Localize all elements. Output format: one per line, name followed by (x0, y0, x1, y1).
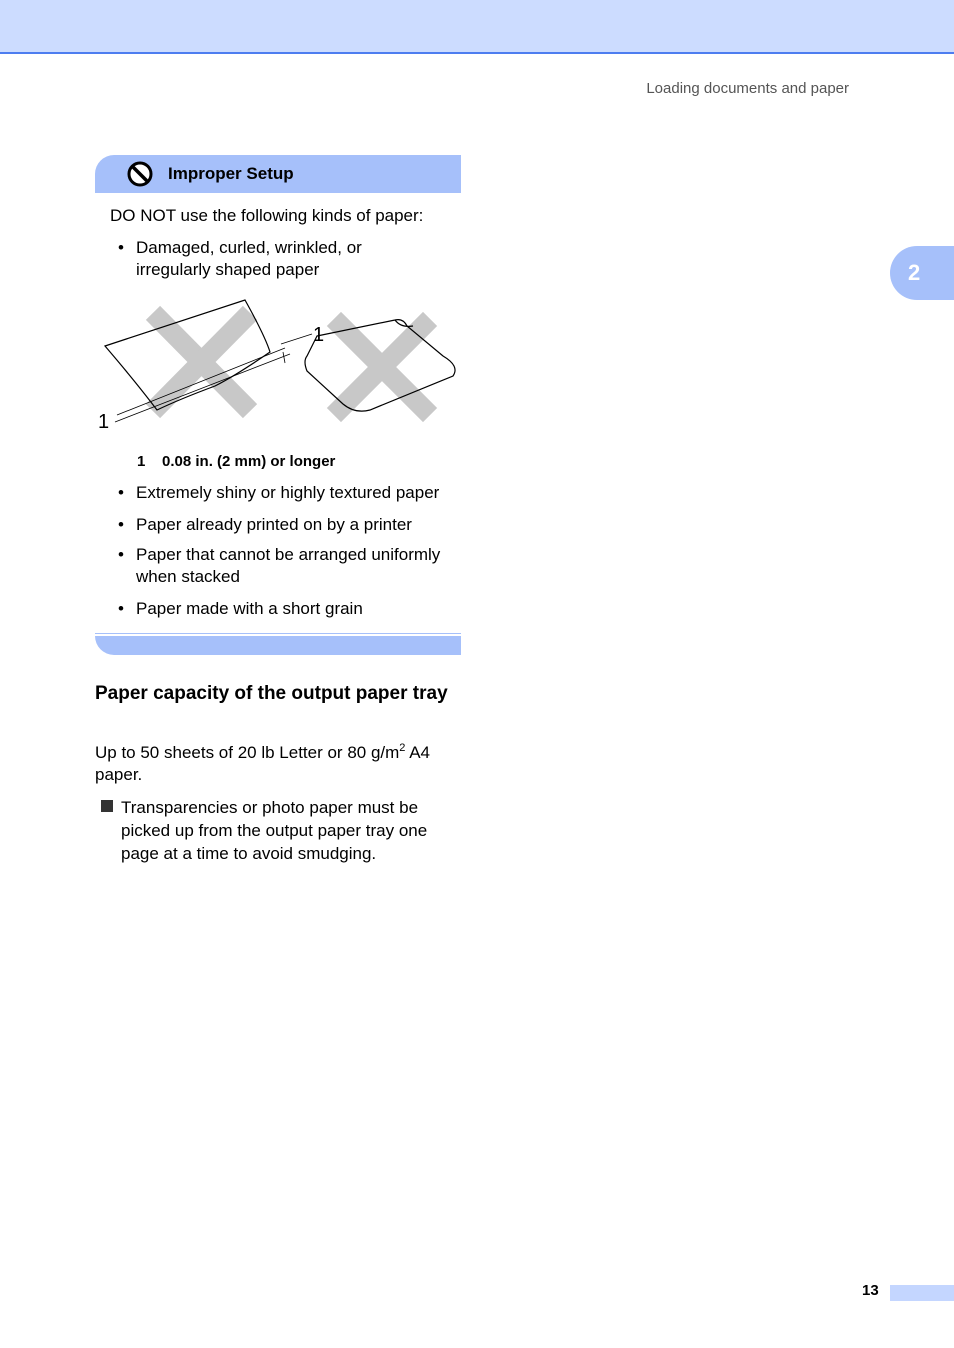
legend-text: 0.08 in. (2 mm) or longer (162, 453, 336, 470)
capacity-paragraph (95, 742, 465, 786)
page-number-tab (890, 1285, 954, 1301)
top-header-band (0, 0, 954, 54)
caution-box-divider (95, 633, 461, 634)
list-item-text: Paper made with a short grain (136, 599, 363, 618)
crossed-out-paper-figure (95, 296, 465, 436)
bullet-dot: • (118, 545, 124, 564)
list-item-text: when stacked (136, 567, 240, 586)
list-item-text: irregularly shaped paper (136, 260, 320, 279)
list-item-text: Damaged, curled, wrinkled, or (136, 238, 362, 257)
bullet-dot: • (118, 515, 124, 534)
capacity-text-start: Up to 50 sheets of 20 lb Letter or 80 g/m (95, 743, 400, 762)
caution-box-header (95, 155, 461, 193)
prohibited-icon (127, 161, 153, 187)
section-heading: Paper capacity of the output paper tray (95, 683, 448, 704)
superscript: 2 (399, 742, 406, 754)
square-bullet-icon (101, 800, 113, 812)
legend-number: 1 (137, 453, 146, 470)
chapter-number: 2 (908, 260, 921, 285)
chapter-tab (890, 246, 954, 300)
running-header: Loading documents and paper (646, 80, 849, 97)
list-item-text: Paper that cannot be arranged uniformly (136, 545, 441, 564)
callout-right: 1 (313, 324, 325, 346)
bullet-dot: • (118, 599, 124, 618)
bullet-dot: • (118, 238, 124, 257)
note-text: Transparencies or photo paper must be picked up from the output paper tray one page at a time to avoid smudging. (121, 798, 428, 863)
callout-left: 1 (98, 411, 110, 433)
list-item-text: Extremely shiny or highly textured paper (136, 483, 440, 502)
page-number: 13 (862, 1282, 879, 1299)
caution-box-footer (95, 636, 461, 655)
bullet-dot: • (118, 483, 124, 502)
list-item-text: Paper already printed on by a printer (136, 515, 412, 534)
caution-intro: DO NOT use the following kinds of paper: (110, 206, 424, 225)
caution-title: Improper Setup (168, 164, 294, 183)
x-mark-right (341, 326, 423, 408)
capacity-text-end: A4 paper. (95, 743, 431, 784)
